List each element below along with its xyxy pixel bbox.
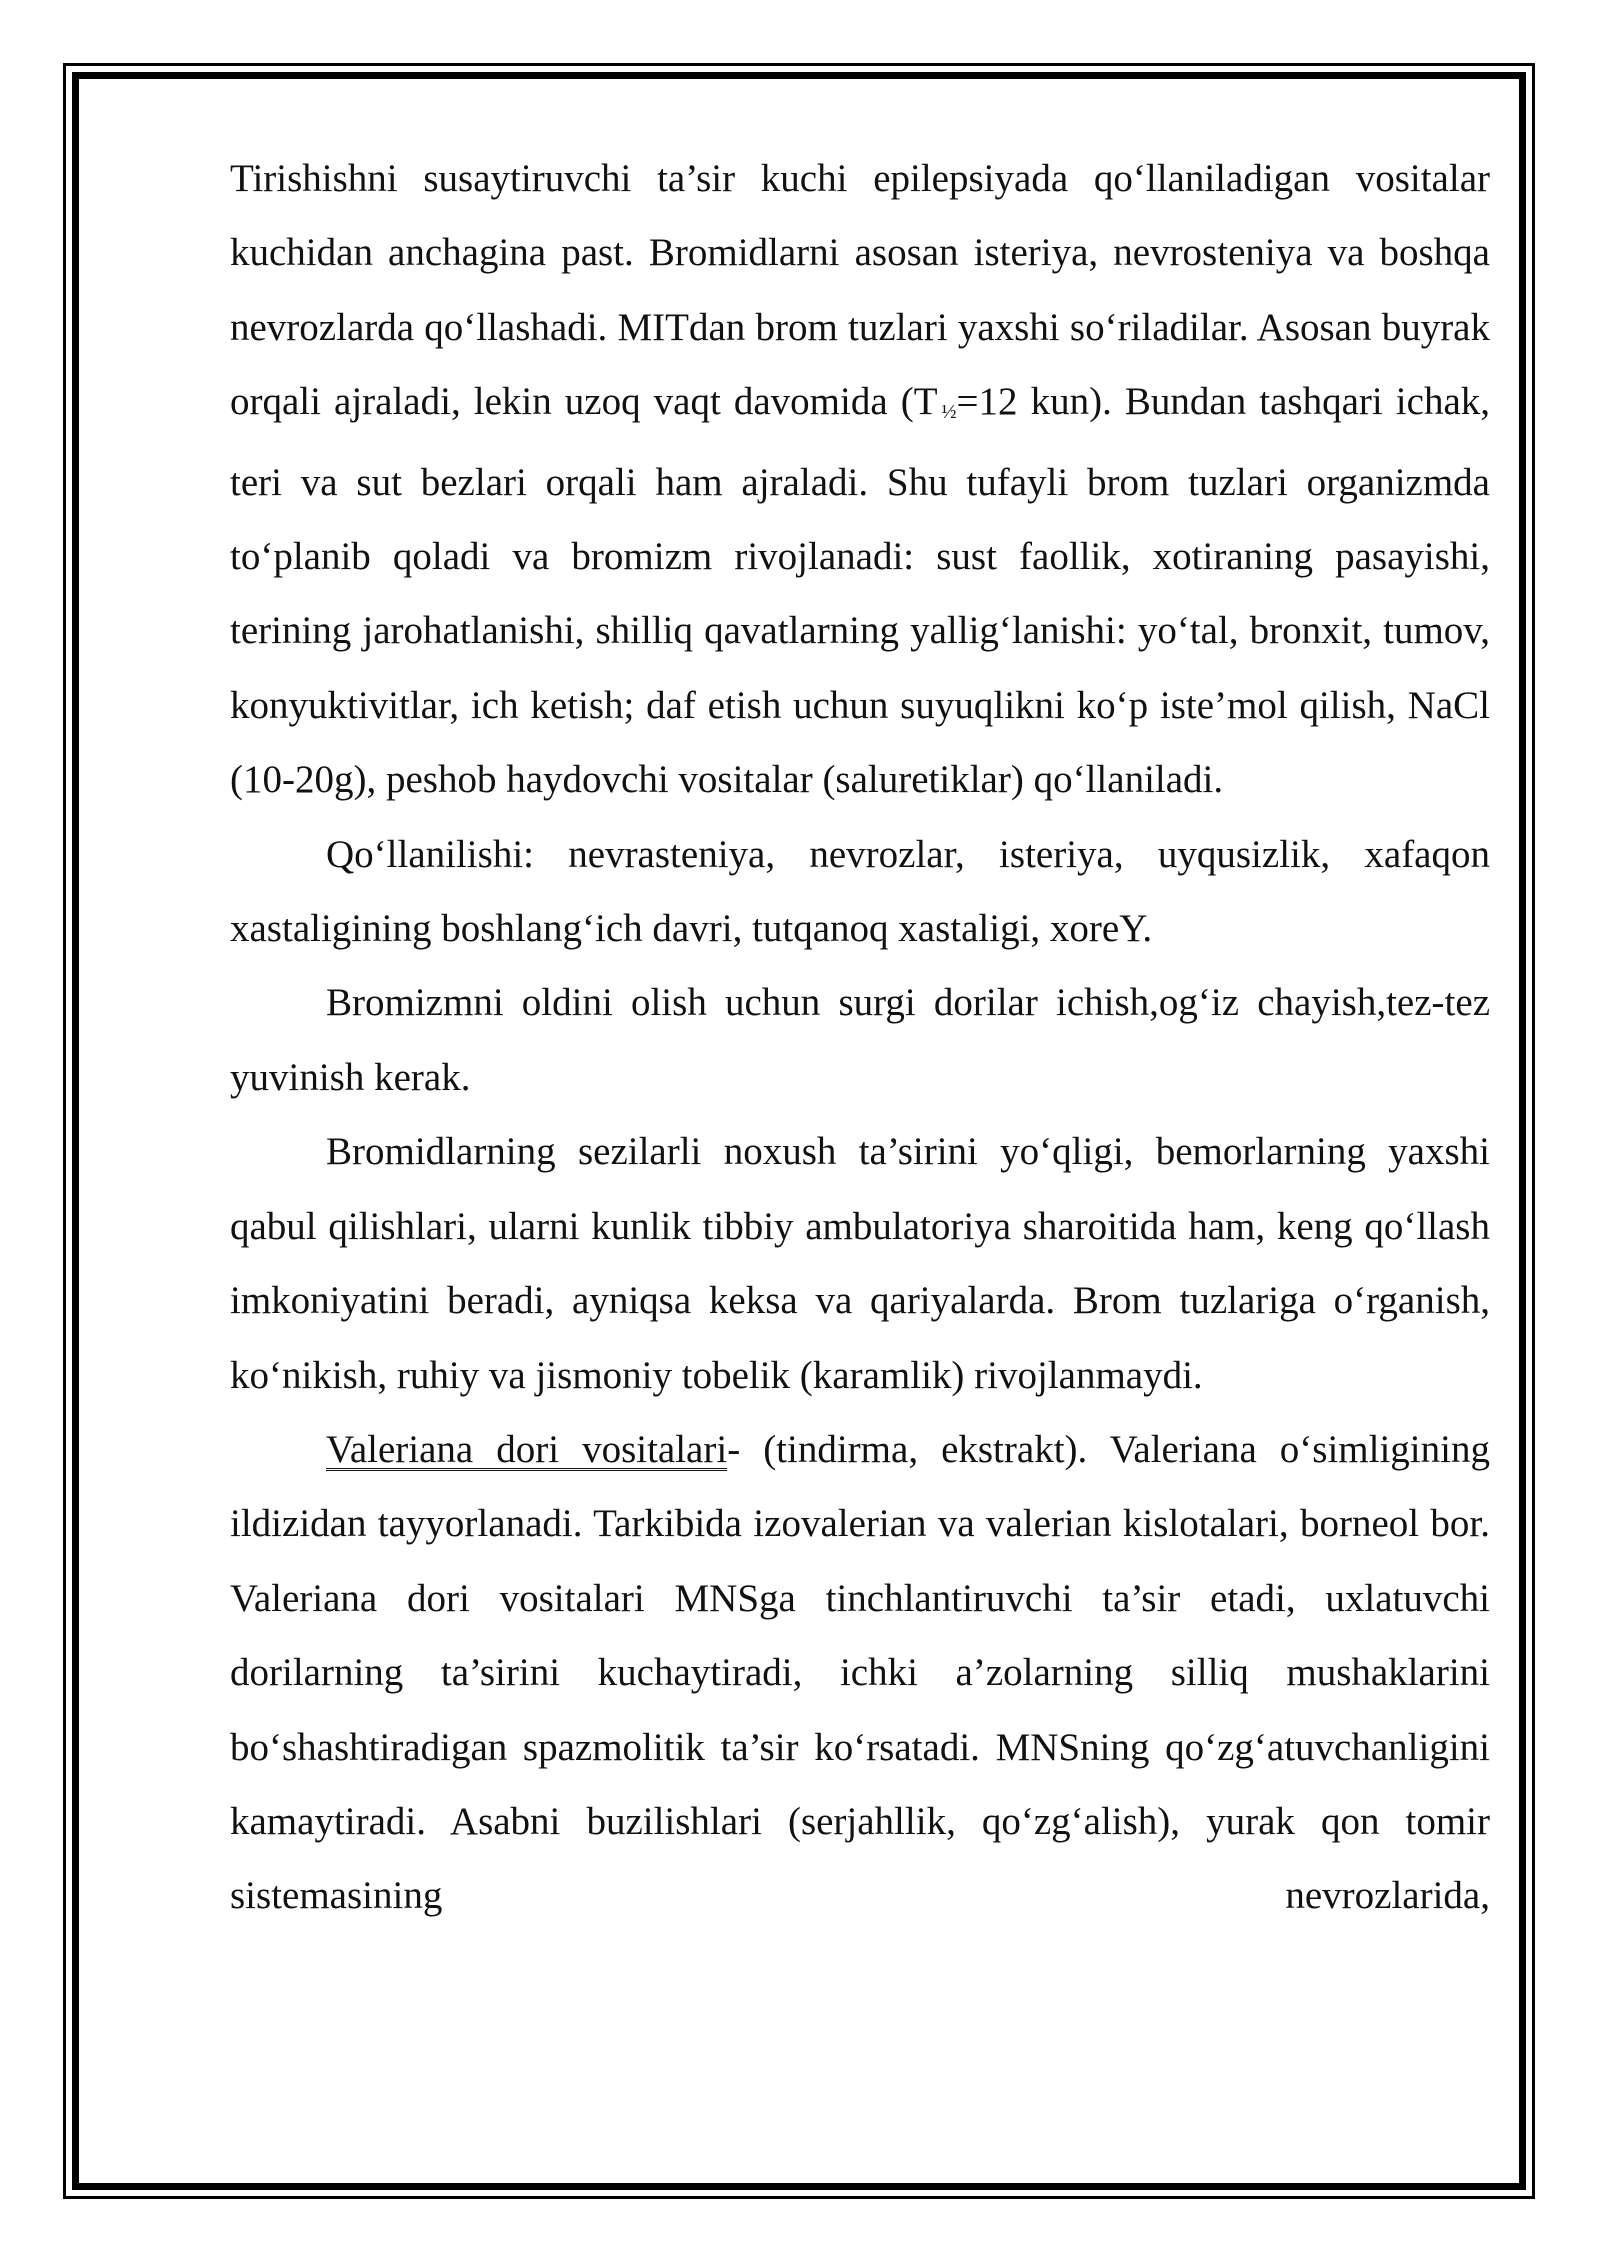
paragraph-text: - (tindirma, ekstrakt). Valeriana o‘simligining ildizidan tayyorlanadi. Tarkibida izovalerian va valerian kislotalari, borneol bor. Valeriana dori vositalari MNSga tinchlantiruvchi ta’sir etadi, uxlatuvchi dorilarning ta’sirini kuchaytiradi, ichki a’zolarning silliq mushaklarini bo‘shashtiradigan spazmolitik ta’sir ko‘rsatadi. MNSning qo‘zg‘atuvchanligini kamaytiradi. Asabni buzilishlari (serjahllik, qo‘zg‘alish), yurak qon tomir sistemasining nevrozlarida, — [230, 1427, 1490, 1918]
paragraph-bromides-tolerance: Bromidlarning sezilarli noxush ta’sirini yo‘qligi, bemorlarning yaxshi qabul qilishlari, ularni kunlik tibbiy ambulatoriya sharoitida ham, keng qo‘llash imkoniyatini beradi, ayniqsa keksa va qariyalarda. Brom tuzlariga o‘rganish, ko‘nikish, ruhiy va jismoniy tobelik (karamlik) rivojlanmaydi. — [230, 1130, 1490, 1397]
paragraph-text: =12 kun). Bundan tashqari ichak, teri va sut bezlari orqali ham ajraladi. Shu tufayli brom tuzlari organizmda to‘planib qoladi va bromizm rivojlanadi: sust faollik, xotiraning pasayishi, terining jarohatlanishi, shilliq qavatlarning yallig‘lanishi: yo‘tal, bronxit, tumov, konyuktivitlar, ich ketish; daf etish uchun suyuqlikni ko‘p iste’mol qilish, NaCl (10-20g), peshob haydovchi vositalar (saluretiklar) qo‘llaniladi. — [230, 380, 1491, 802]
paragraph-bromism-prevention: Bromizmni oldini olish uchun surgi dorilar ichish,og‘iz chayish,tez-tez yuvinish kerak. — [230, 981, 1490, 1099]
paragraph-valeriana — [230, 1413, 1490, 1934]
document-body — [230, 142, 1490, 1934]
half-life-subscript: ½ — [941, 401, 957, 424]
paragraph-text: Tirishishni susaytiruvchi ta’sir kuchi epilepsiyada qo‘llaniladigan vositalar kuchidan anchagina past. Bromidlarni asosan isteriya, nevrosteniya va boshqa nevrozlarda qo‘llashadi. MITdan brom tuzlari yaxshi so‘riladilar. Asosan buyrak orqali ajraladi, lekin uzoq vaqt davomida (T — [230, 157, 1490, 424]
paragraph-usage: Qo‘llanilishi: nevrasteniya, nevrozlar, isteriya, uyqusizlik, xafaqon xastaligining boshlang‘ich davri, tutqanoq xastaligi, xoreY. — [230, 832, 1490, 951]
valeriana-term: Valeriana dori vositalari — [326, 1427, 728, 1471]
paragraph-bromides-excretion — [230, 142, 1490, 818]
